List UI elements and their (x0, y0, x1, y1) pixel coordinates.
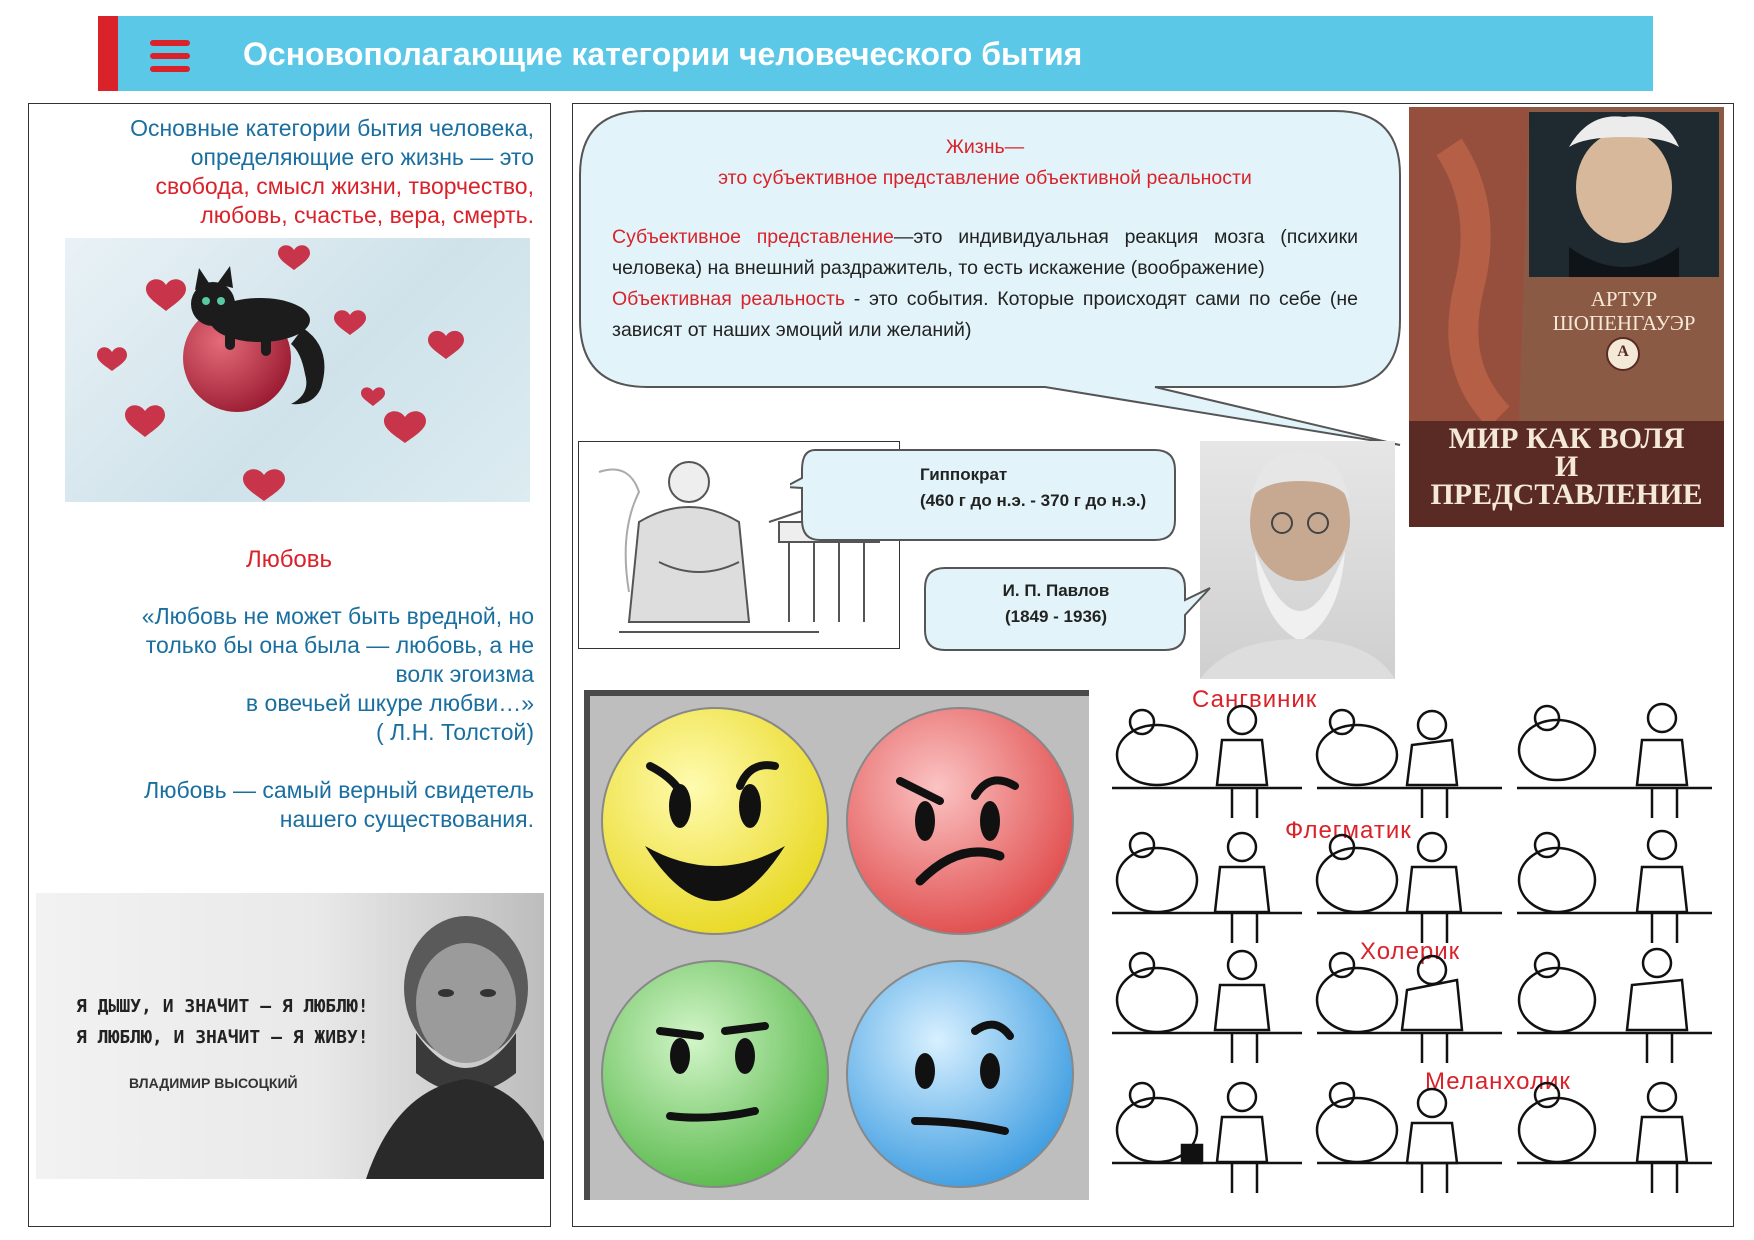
quote-line: в овечьей шкуре любви…» (245, 690, 534, 716)
cat-balloon-image (65, 238, 530, 502)
witness-statement (44, 776, 534, 834)
hippocrates-label (920, 462, 1146, 514)
book-title (1409, 422, 1724, 511)
hippocrates-name: Гиппократ (920, 465, 1008, 484)
bubble-content (612, 132, 1358, 346)
left-panel (28, 103, 551, 1227)
header-banner (98, 16, 1653, 91)
statement-line: нашего существования. (279, 806, 534, 832)
bubble-subtitle: это субъективное представление объективной реальности (718, 167, 1252, 189)
vysotsky-line: Я ЛЮБЛЮ, И ЗНАЧИТ – Я ЖИВУ! (76, 1027, 369, 1048)
calm-face-icon (602, 961, 828, 1187)
pavlov-label (925, 578, 1187, 630)
subjective-definition (612, 222, 1358, 284)
sketch-row-melancholic (1112, 1083, 1712, 1193)
vysotsky-line: Я ДЫШУ, И ЗНАЧИТ – Я ЛЮБЛЮ! (76, 996, 369, 1017)
temperament-melancholic: Меланхолик (1425, 1068, 1571, 1095)
quote-line: «Любовь не может быть вредной, но (141, 603, 534, 629)
intro-categories: любовь, счастье, вера, смерть. (200, 202, 534, 228)
temperament-choleric: Холерик (1360, 938, 1461, 965)
pavlov-portrait (1200, 441, 1395, 679)
quote-line: только бы она была — любовь, а не (145, 632, 534, 658)
intro-categories: свобода, смысл жизни, творчество, (155, 173, 534, 199)
subjective-text: —это индивидуальная реакция мозга (психики человека) на внешний раздражитель, то есть искажение (воображение) (612, 226, 1359, 279)
temperament-smileys (584, 690, 1089, 1200)
book-author (1529, 287, 1719, 335)
quote-line: волк эгоизма (395, 661, 534, 687)
objective-text: - это события. Которые происходят сами по себе (не зависят от наших эмоций или желаний) (612, 288, 1358, 341)
subjective-term: Субъективное представление (612, 226, 894, 248)
pavlov-dates: (1849 - 1936) (1004, 607, 1108, 626)
intro-line: определяющие его жизнь — это (190, 144, 534, 170)
sad-face-icon (847, 961, 1073, 1187)
sketch-row-sanguine (1112, 704, 1712, 818)
angry-face-icon (847, 708, 1073, 934)
sketch-row-phlegmatic (1112, 831, 1712, 943)
vysotsky-quote-text (76, 991, 369, 1053)
statement-line: Любовь — самый верный свидетель (144, 777, 534, 803)
hamburger-menu-icon[interactable] (150, 40, 190, 72)
book-title-line: МИР КАК ВОЛЯ (1448, 422, 1685, 455)
book-author-line: ШОПЕНГАУЭР (1552, 311, 1696, 335)
hippocrates-dates: (460 г до н.э. - 370 г до н.э.) (920, 491, 1147, 510)
objective-definition (612, 284, 1358, 346)
temperament-phlegmatic: Флегматик (1285, 817, 1412, 844)
book-title-line: ПРЕДСТАВЛЕНИЕ (1430, 478, 1703, 511)
temperament-sketches (1102, 700, 1732, 1200)
page-title: Основополагающие категории человеческого бытия (243, 36, 1083, 72)
book-author-line: АРТУР (1590, 287, 1658, 311)
vysotsky-author: ВЛАДИМИР ВЫСОЦКИЙ (129, 1075, 298, 1091)
bubble-title: Жизнь— (945, 136, 1025, 158)
happy-face-icon (602, 708, 828, 934)
book-title-line: И (1554, 450, 1579, 483)
love-heading: Любовь (245, 546, 333, 573)
schopenhauer-book-cover (1409, 107, 1724, 527)
publisher-badge: А (1617, 343, 1629, 360)
intro-text (44, 114, 534, 230)
intro-line: Основные категории бытия человека, (130, 115, 534, 141)
pavlov-name: И. П. Павлов (1002, 581, 1110, 600)
objective-term: Объективная реальность (612, 288, 846, 310)
tolstoy-quote (44, 602, 534, 747)
header-accent-bar (98, 16, 118, 91)
sketch-row-choleric (1112, 949, 1712, 1063)
temperament-sanguine: Сангвиник (1192, 686, 1318, 713)
quote-author: ( Л.Н. Толстой) (376, 719, 534, 745)
vysotsky-quote-image (36, 893, 544, 1179)
